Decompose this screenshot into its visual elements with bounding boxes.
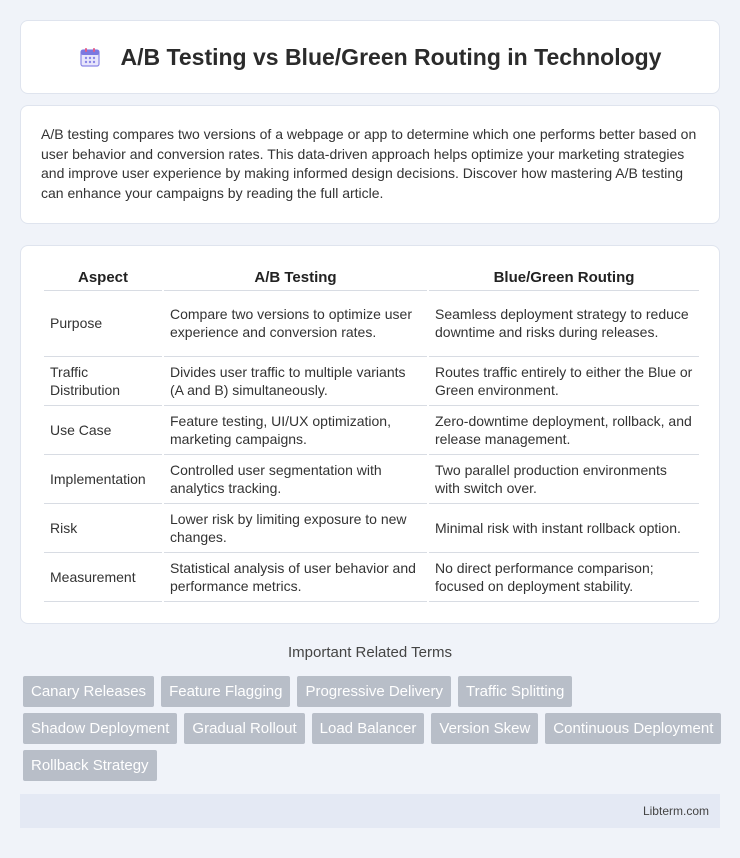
table-cell-bg: Routes traffic entirely to either the Blue or Green environment. xyxy=(428,356,699,405)
intro-card xyxy=(20,105,720,224)
table-cell-aspect: Use Case xyxy=(43,405,163,454)
table-cell-aspect: Implementation xyxy=(43,454,163,503)
table-cell-bg: Zero-downtime deployment, rollback, and release management. xyxy=(428,405,699,454)
table-cell-aspect: Risk xyxy=(43,503,163,552)
table-cell-bg: Seamless deployment strategy to reduce downtime and risks during releases. xyxy=(428,290,699,356)
table-cell-ab: Compare two versions to optimize user experience and conversion rates. xyxy=(163,290,428,356)
footer-site-link[interactable]: Libterm.com xyxy=(642,804,709,818)
table-row xyxy=(43,454,699,503)
related-term-tag[interactable]: Shadow Deployment xyxy=(23,713,177,744)
related-term-tag[interactable]: Progressive Delivery xyxy=(297,676,451,707)
intro-text: A/B testing compares two versions of a webpage or app to determine which one performs better based on user behavior and conversion rates. This data-driven approach helps optimize your marketing strategies and improve user experience by making informed design decisions. Discover how mastering A/B testing can enhance your campaigns by reading the full article. xyxy=(41,126,697,201)
header-card xyxy=(20,20,720,94)
table-cell-bg: Two parallel production environments with switch over. xyxy=(428,454,699,503)
table-header-row xyxy=(43,266,699,290)
table-cell-aspect: Traffic Distribution xyxy=(43,356,163,405)
column-header: A/B Testing xyxy=(163,266,428,290)
related-term-tag[interactable]: Traffic Splitting xyxy=(458,676,572,707)
related-term-tag[interactable]: Continuous Deployment xyxy=(545,713,721,744)
column-header: Blue/Green Routing xyxy=(428,266,699,290)
related-term-tag[interactable]: Version Skew xyxy=(431,713,538,744)
table-cell-aspect: Purpose xyxy=(43,290,163,356)
footer xyxy=(20,794,720,828)
page-title: A/B Testing vs Blue/Green Routing in Technology xyxy=(120,43,662,70)
comparison-table xyxy=(42,266,699,602)
table-cell-bg: No direct performance comparison; focused on deployment stability. xyxy=(428,552,699,601)
related-term-tag[interactable]: Feature Flagging xyxy=(161,676,290,707)
table-cell-ab: Feature testing, UI/UX optimization, marketing campaigns. xyxy=(163,405,428,454)
related-terms-list xyxy=(23,676,723,781)
table-cell-ab: Statistical analysis of user behavior and performance metrics. xyxy=(163,552,428,601)
column-header: Aspect xyxy=(43,266,163,290)
comparison-card xyxy=(20,245,720,624)
table-row xyxy=(43,503,699,552)
table-cell-ab: Lower risk by limiting exposure to new changes. xyxy=(163,503,428,552)
table-cell-aspect: Measurement xyxy=(43,552,163,601)
table-row xyxy=(43,356,699,405)
table-cell-ab: Controlled user segmentation with analytics tracking. xyxy=(163,454,428,503)
calendar-icon xyxy=(79,46,101,68)
related-term-tag[interactable]: Canary Releases xyxy=(23,676,154,707)
related-term-tag[interactable]: Gradual Rollout xyxy=(184,713,304,744)
table-cell-bg: Minimal risk with instant rollback option. xyxy=(428,503,699,552)
related-term-tag[interactable]: Rollback Strategy xyxy=(23,750,157,781)
table-cell-ab: Divides user traffic to multiple variants (A and B) simultaneously. xyxy=(163,356,428,405)
related-terms-title: Important Related Terms xyxy=(288,644,452,661)
table-row xyxy=(43,405,699,454)
table-row xyxy=(43,552,699,601)
table-row xyxy=(43,290,699,356)
related-term-tag[interactable]: Load Balancer xyxy=(312,713,425,744)
